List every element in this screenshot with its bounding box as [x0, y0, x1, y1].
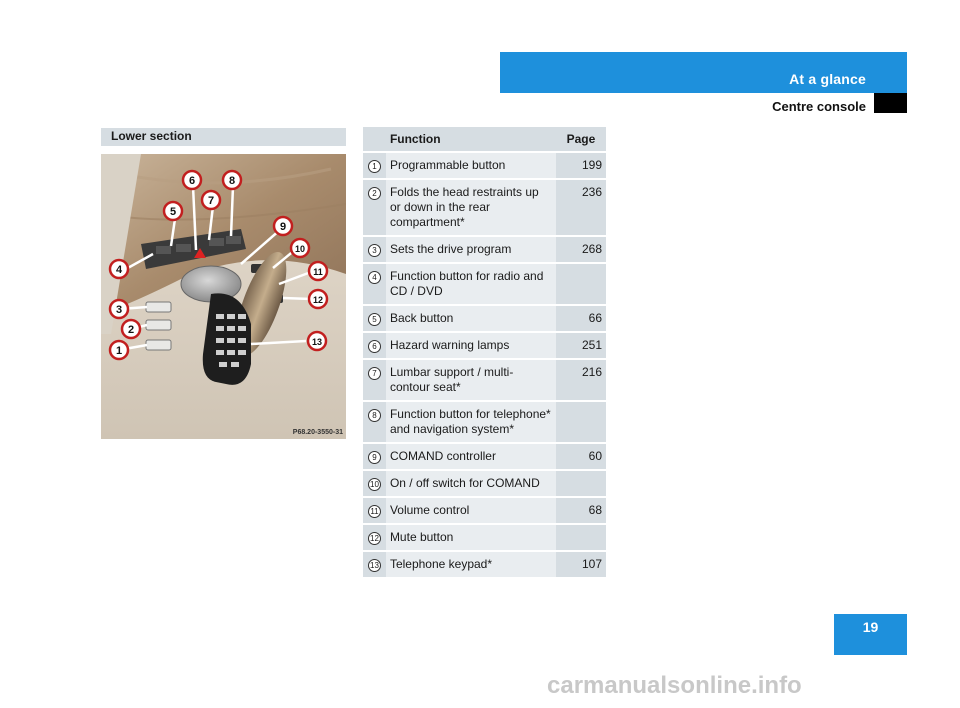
- row-function: On / off switch for COMAND: [386, 470, 556, 497]
- table-row: [363, 470, 606, 497]
- row-page: 268: [556, 236, 606, 263]
- row-number: 10: [368, 478, 381, 491]
- row-function: Mute button: [386, 524, 556, 551]
- table-row: [363, 179, 606, 236]
- callout-label-3: 3: [115, 304, 123, 316]
- page-number: 19: [834, 614, 907, 655]
- table-row: [363, 551, 606, 578]
- row-page: [556, 401, 606, 443]
- row-page: 236: [556, 179, 606, 236]
- table-row: [363, 443, 606, 470]
- watermark: carmanualsonline.info: [547, 672, 802, 699]
- callout-label-10: 10: [294, 244, 306, 254]
- row-page: [556, 263, 606, 305]
- table-row: [363, 263, 606, 305]
- row-function: Function button for telephone* and navigation system*: [386, 401, 556, 443]
- callout-label-5: 5: [169, 206, 177, 218]
- table-row: [363, 401, 606, 443]
- row-function: COMAND controller: [386, 443, 556, 470]
- row-page: 68: [556, 497, 606, 524]
- table-row: [363, 152, 606, 179]
- callout-label-11: 11: [313, 267, 323, 277]
- table-row: [363, 497, 606, 524]
- header-marker: [874, 93, 907, 113]
- row-number: 2: [368, 187, 381, 200]
- console-illustration: [101, 154, 346, 439]
- section-label: Lower section: [101, 128, 346, 146]
- row-page: 251: [556, 332, 606, 359]
- row-function: Back button: [386, 305, 556, 332]
- row-function: Volume control: [386, 497, 556, 524]
- row-number: 8: [368, 409, 381, 422]
- table-header-row: [363, 127, 606, 152]
- callout-label-13: 13: [311, 337, 323, 347]
- row-function: Lumbar support / multi-contour seat*: [386, 359, 556, 401]
- table-row: [363, 332, 606, 359]
- row-number: 7: [368, 367, 381, 380]
- row-function: Function button for radio and CD / DVD: [386, 263, 556, 305]
- callout-label-4: 4: [115, 264, 123, 276]
- row-number: 6: [368, 340, 381, 353]
- row-page: [556, 524, 606, 551]
- callout-label-6: 6: [188, 175, 196, 187]
- callout-label-2: 2: [127, 324, 135, 336]
- row-function: Programmable button: [386, 152, 556, 179]
- row-page: 60: [556, 443, 606, 470]
- col-function-header: Function: [386, 127, 556, 152]
- row-page: 66: [556, 305, 606, 332]
- callout-label-8: 8: [228, 175, 236, 187]
- col-num-header: [363, 127, 386, 152]
- row-page: 107: [556, 551, 606, 578]
- table-row: [363, 524, 606, 551]
- row-function: Sets the drive program: [386, 236, 556, 263]
- table-row: [363, 305, 606, 332]
- table-row: [363, 236, 606, 263]
- callout-label-1: 1: [115, 345, 123, 357]
- row-page: [556, 470, 606, 497]
- callout-label-7: 7: [207, 195, 215, 207]
- console-photo: [101, 154, 346, 439]
- row-number: 13: [368, 559, 381, 572]
- row-function: Telephone keypad*: [386, 551, 556, 578]
- callout-label-12: 12: [312, 295, 324, 305]
- callout-label-9: 9: [279, 221, 287, 233]
- row-number: 1: [368, 160, 381, 173]
- row-function: Hazard warning lamps: [386, 332, 556, 359]
- row-function: Folds the head restraints up or down in the rear compartment*: [386, 179, 556, 236]
- col-page-header: Page: [556, 127, 606, 152]
- photo-code: P68.20-3550-31: [292, 429, 343, 436]
- row-number: 11: [368, 505, 381, 518]
- row-page: 216: [556, 359, 606, 401]
- chapter-title: At a glance: [789, 71, 866, 87]
- row-page: 199: [556, 152, 606, 179]
- row-number: 3: [368, 244, 381, 257]
- row-number: 12: [368, 532, 381, 545]
- section-subtitle: Centre console: [772, 99, 866, 114]
- table-row: [363, 359, 606, 401]
- row-number: 5: [368, 313, 381, 326]
- function-table: [363, 127, 606, 579]
- row-number: 9: [368, 451, 381, 464]
- row-number: 4: [368, 271, 381, 284]
